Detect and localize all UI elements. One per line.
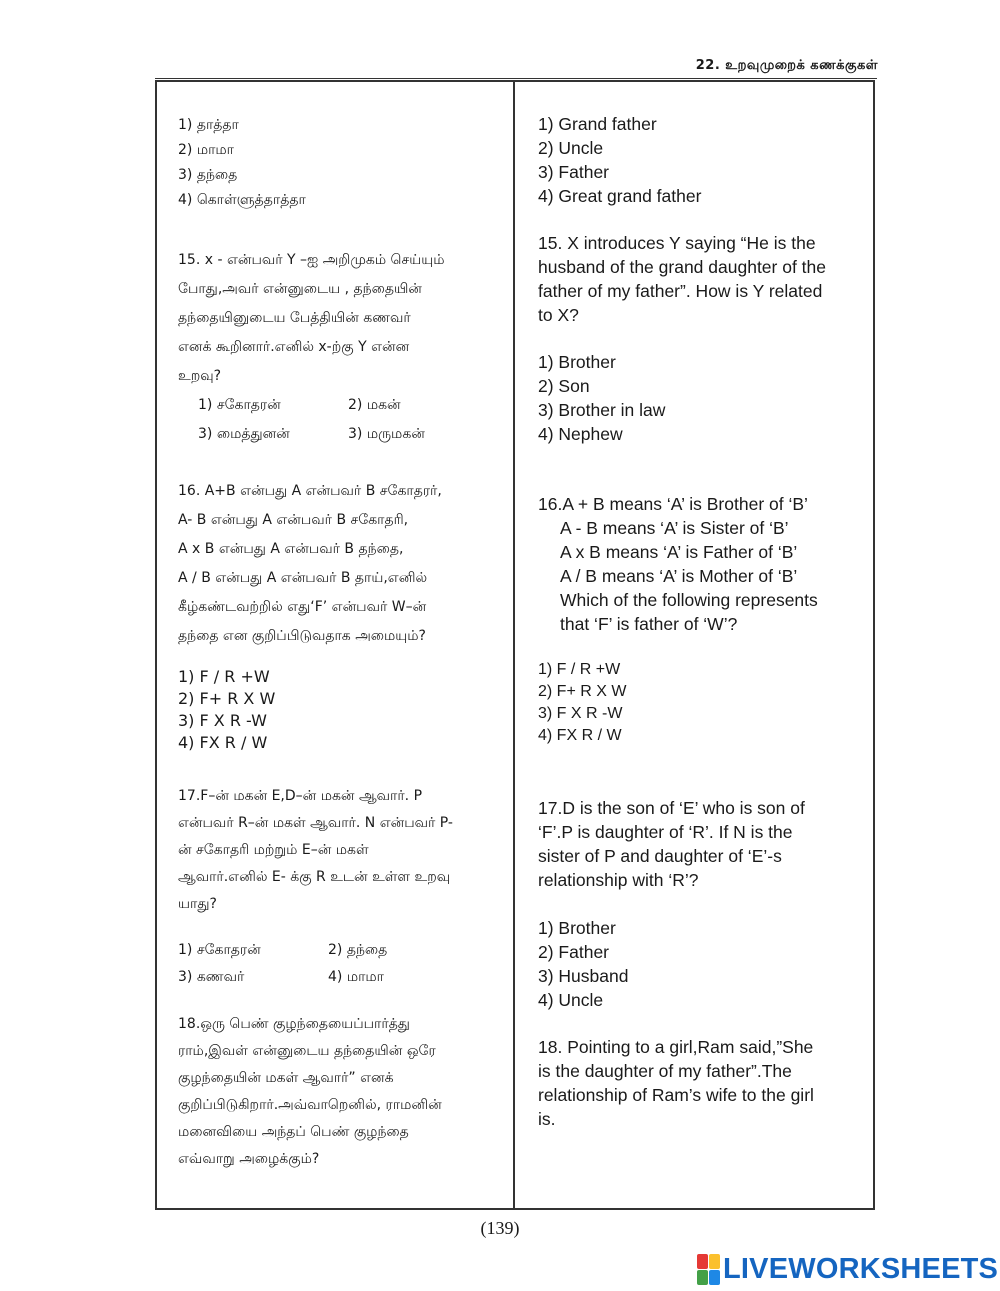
question-line: A- B என்பது A என்பவர் B சகோதரி, xyxy=(178,512,409,528)
option: 4) மாமா xyxy=(328,969,384,985)
option: 3) F X R -W xyxy=(538,705,623,722)
option: 2) மகன் xyxy=(348,397,401,413)
question-line: that ‘F’ is father of ‘W’? xyxy=(560,614,738,634)
question-line: குறிப்பிடுகிறார்.அவ்வாறெனில், ராமனின் xyxy=(178,1097,442,1113)
option: 1) சகோதரன் xyxy=(198,397,281,413)
question-line: is. xyxy=(538,1109,556,1129)
question-line: ராம்,இவள் என்னுடைய தந்தையின் ஒரே xyxy=(178,1043,436,1059)
question-line: ன் சகோதரி மற்றும் E–ன் மகள் xyxy=(178,842,369,858)
option: 1) சகோதரன் xyxy=(178,942,261,958)
question-line: relationship with ‘R’? xyxy=(538,870,699,890)
option: 4) Nephew xyxy=(538,424,623,444)
q16-english-options xyxy=(538,659,850,747)
question-line: 16. A+B என்பது A என்பவர் B சகோதரர், xyxy=(178,483,442,499)
question-line: 18.ஒரு பெண் குழந்தையைப்பார்த்து xyxy=(178,1016,410,1032)
question-line: 15. x - என்பவர் Y –ஐ அறிமுகம் செய்யும் xyxy=(178,252,445,268)
q14-english-options xyxy=(538,112,850,208)
q15-english-options xyxy=(538,350,850,446)
question-line: தந்தை என குறிப்பிடுவதாக அமையும்? xyxy=(178,628,426,644)
option: 2) F+ R X W xyxy=(178,689,276,708)
option: 2) தந்தை xyxy=(328,942,388,958)
option: 4) Uncle xyxy=(538,990,604,1010)
option: 2) Father xyxy=(538,942,609,962)
question-line: A x B means ‘A’ is Father of ‘B’ xyxy=(560,542,798,562)
logo-letter-v xyxy=(697,1270,708,1285)
q15-tamil-options xyxy=(178,391,498,449)
q16-tamil xyxy=(178,477,498,651)
option: 4) Great grand father xyxy=(538,186,702,206)
option: 3) கணவர் xyxy=(178,969,245,985)
option: 2) Uncle xyxy=(538,138,604,158)
option: 1) F / R +W xyxy=(538,661,621,678)
option: 1) தாத்தா xyxy=(178,117,239,133)
question-line: மனைவியை அந்தப் பெண் குழந்தை xyxy=(178,1124,409,1140)
question-line: sister of P and daughter of ‘E’-s xyxy=(538,846,782,866)
q17-tamil xyxy=(178,783,498,918)
question-line: A / B என்பது A என்பவர் B தாய்,எனில் xyxy=(178,570,428,586)
option: 3) தந்தை xyxy=(178,167,238,183)
q17-tamil-options xyxy=(178,937,498,991)
logo-letter-i xyxy=(709,1254,720,1269)
q17-english-options xyxy=(538,916,850,1012)
q17-english xyxy=(538,796,850,892)
question-line: 15. X introduces Y saying “He is the xyxy=(538,233,816,253)
option: 1) F / R +W xyxy=(178,667,270,686)
question-line: குழந்தையின் மகள் ஆவார்” எனக் xyxy=(178,1070,394,1086)
q16-english xyxy=(538,492,850,636)
question-line: எனக் கூறினார்.எனில் x-ற்கு Y என்ன xyxy=(178,339,410,355)
question-line: is the daughter of my father”.The xyxy=(538,1061,792,1081)
option: 3) Brother in law xyxy=(538,400,666,420)
logo-letter-l xyxy=(697,1254,708,1269)
question-line: A / B means ‘A’ is Mother of ‘B’ xyxy=(560,566,798,586)
header-rule xyxy=(155,78,877,79)
column-divider xyxy=(513,80,515,1210)
question-line: Which of the following represents xyxy=(560,590,818,610)
question-line: father of my father”. How is Y related xyxy=(538,281,823,301)
question-line: ‘F’.P is daughter of ‘R’. If N is the xyxy=(538,822,793,842)
page-number: (139) xyxy=(480,1218,520,1238)
q18-english xyxy=(538,1035,850,1131)
brand-logo-icon xyxy=(697,1254,720,1285)
question-line: தந்தையினுடைய பேத்தியின் கணவர் xyxy=(178,310,411,326)
option: 4) FX R / W xyxy=(178,733,268,752)
question-line: relationship of Ram’s wife to the girl xyxy=(538,1085,814,1105)
question-line: உறவு? xyxy=(178,368,222,384)
question-line: 16.A + B means ‘A’ is Brother of ‘B’ xyxy=(538,494,808,514)
question-line: எவ்வாறு அழைக்கும்? xyxy=(178,1151,320,1167)
question-line: ஆவார்.எனில் E- க்கு R உடன் உள்ள உறவு xyxy=(178,869,451,885)
chapter-title: 22. உறவுமுறைக் கணக்குகள் xyxy=(695,58,878,73)
option: 2) Son xyxy=(538,376,590,396)
q16-tamil-options xyxy=(178,666,498,754)
option: 1) Brother xyxy=(538,918,616,938)
option: 4) FX R / W xyxy=(538,727,622,744)
question-line: 18. Pointing to a girl,Ram said,”She xyxy=(538,1037,814,1057)
q18-tamil xyxy=(178,1011,498,1173)
question-line: to X? xyxy=(538,305,579,325)
option: 3) Husband xyxy=(538,966,629,986)
logo-letter-e xyxy=(709,1270,720,1285)
question-line: A - B means ‘A’ is Sister of ‘B’ xyxy=(560,518,789,538)
option: 3) F X R -W xyxy=(178,711,267,730)
option: 4) கொள்ளுத்தாத்தா xyxy=(178,192,306,208)
liveworksheets-logo[interactable] xyxy=(697,1253,998,1285)
question-line: 17.D is the son of ‘E’ who is son of xyxy=(538,798,805,818)
question-line: என்பவர் R–ன் மகள் ஆவார். N என்பவர் P- xyxy=(178,815,453,831)
question-line: யாது? xyxy=(178,896,217,912)
option: 1) Grand father xyxy=(538,114,657,134)
question-line: A x B என்பது A என்பவர் B தந்தை, xyxy=(178,541,404,557)
option: 2) F+ R X W xyxy=(538,683,627,700)
question-line: husband of the grand daughter of the xyxy=(538,257,827,277)
option: 3) மருமகன் xyxy=(348,426,425,442)
option: 1) Brother xyxy=(538,352,616,372)
q15-tamil xyxy=(178,246,498,449)
q14-tamil-options xyxy=(178,113,498,213)
q15-english xyxy=(538,231,850,327)
question-line: 17.F–ன் மகன் E,D–ன் மகன் ஆவார். P xyxy=(178,788,423,804)
option: 3) Father xyxy=(538,162,609,182)
question-line: கீழ்கண்டவற்றில் எது‘F’ என்பவர் W–ன் xyxy=(178,599,427,615)
option: 3) மைத்துனன் xyxy=(198,426,290,442)
brand-name: LIVEWORKSHEETS xyxy=(723,1252,999,1285)
option: 2) மாமா xyxy=(178,142,234,158)
question-line: போது,அவர் என்னுடைய , தந்தையின் xyxy=(178,281,422,297)
